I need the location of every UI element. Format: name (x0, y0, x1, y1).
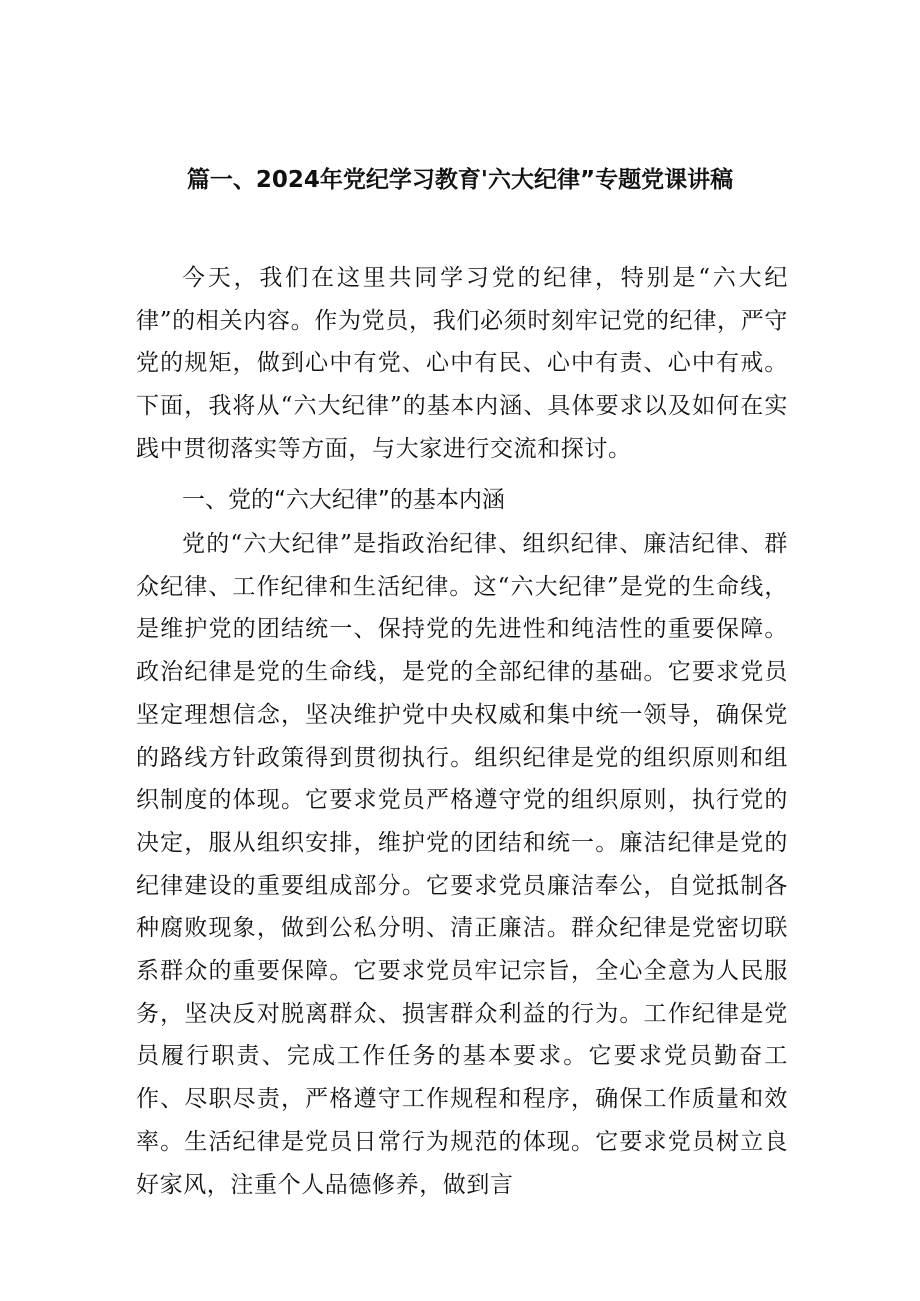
section-paragraph: 党的“六大纪律”是指政治纪律、组织纪律、廉洁纪律、群众纪律、工作纪律和生活纪律。这“六大纪律”是党的生命线，是维护党的团结统一、保持党的先进性和纯洁性的重要保障。政治纪律是党的生命线，是党的全部纪律的基础。它要求党员坚定理想信念，坚决维护党中央权威和集中统一领导，确保党的路线方针政策得到贯彻执行。组织纪律是党的组织原则和组织制度的体现。它要求党员严格遵守党的组织原则，执行党的决定，服从组织安排，维护党的团结和统一。廉洁纪律是党的纪律建设的重要组成部分。它要求党员廉洁奉公，自觉抵制各种腐败现象，做到公私分明、清正廉洁。群众纪律是党密切联系群众的重要保障。它要求党员牢记宗旨，全心全意为人民服务，坚决反对脱离群众、损害群众利益的行为。工作纪律是党员履行职责、完成工作任务的基本要求。它要求党员勤奋工作、尽职尽责，严格遵守工作规程和程序，确保工作质量和效率。生活纪律是党员日常行为规范的体现。它要求党员树立良好家风，注重个人品德修养，做到言 (136, 531, 788, 1198)
section-heading: 一、党的“六大纪律”的基本内涵 (182, 487, 505, 513)
document-title: 篇一、2024年党纪学习教育'六大纪律”专题党课讲稿 (186, 167, 734, 193)
intro-paragraph: 今天，我们在这里共同学习党的纪律，特别是“六大纪律”的相关内容。作为党员，我们必须时刻牢记党的纪律，严守党的规矩，做到心中有党、心中有民、心中有责、心中有戒。下面，我将从“六大纪律”的基本内涵、具体要求以及如何在实践中贯彻落实等方面，与大家进行交流和探讨。 (136, 265, 788, 462)
